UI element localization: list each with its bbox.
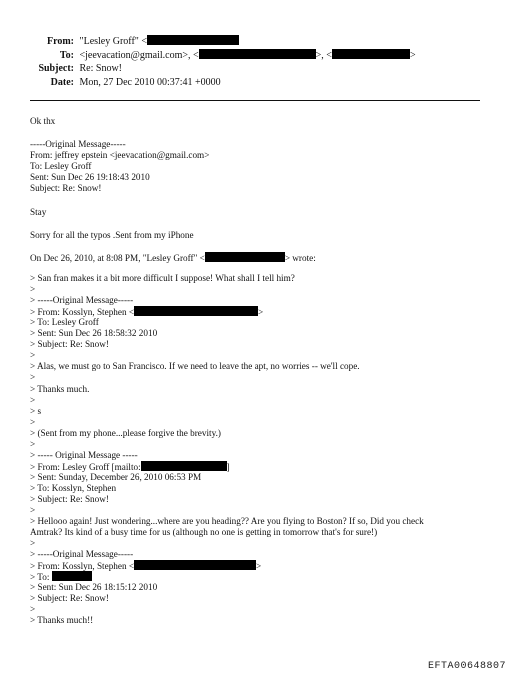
body-line: -----Original Message----- bbox=[30, 139, 126, 149]
body-line: > bbox=[30, 439, 36, 449]
body-line: > bbox=[30, 284, 36, 294]
redaction-box bbox=[134, 306, 258, 316]
body-line: > San fran makes it a bit more difficult I suppose! What shall I tell him? bbox=[30, 273, 295, 283]
document-id: EFTA00648807 bbox=[427, 661, 506, 672]
quoted-from: > From: Lesley Groff [mailto: bbox=[30, 462, 141, 472]
body-line: > ----- Original Message ----- bbox=[30, 450, 138, 460]
body-line: > Sent: Sun Dec 26 18:15:12 2010 bbox=[30, 582, 158, 592]
body-line: > Thanks much!! bbox=[30, 615, 94, 625]
header-to bbox=[30, 49, 416, 62]
body-line: > bbox=[30, 395, 36, 405]
body-line: > bbox=[30, 505, 36, 515]
subject-label: Subject: bbox=[38, 63, 74, 74]
body-line bbox=[30, 252, 316, 264]
body-line: Stay bbox=[30, 207, 47, 217]
body-line: > (Sent from my phone...please forgive the brevity.) bbox=[30, 428, 221, 438]
body-line: > To: Kosslyn, Stephen bbox=[30, 483, 117, 493]
body-line: > s bbox=[30, 406, 42, 416]
to-value-3: > bbox=[409, 50, 416, 61]
body-line: Sent: Sun Dec 26 19:18:43 2010 bbox=[30, 172, 150, 182]
quoted-from: > From: Kosslyn, Stephen < bbox=[30, 561, 135, 571]
body-line: Subject: Re: Snow! bbox=[30, 183, 102, 193]
date-value: Mon, 27 Dec 2010 00:37:41 +0000 bbox=[79, 77, 221, 88]
body-line: > bbox=[30, 604, 36, 614]
from-label: From: bbox=[46, 36, 74, 47]
body-line: > To: Lesley Groff bbox=[30, 317, 99, 327]
body-line: To: Lesley Groff bbox=[30, 161, 92, 171]
body-line: > From: Kosslyn, Stephen < > bbox=[30, 561, 262, 571]
header-date bbox=[30, 76, 221, 89]
body-line: Amtrak? Its kind of a busy time for us (although no one is getting in tomorrow that's for sure!) bbox=[30, 527, 378, 537]
body-line: > From: Lesley Groff [mailto: ] bbox=[30, 462, 230, 472]
body-line: > bbox=[30, 350, 36, 360]
body-line: > Subject: Re: Snow! bbox=[30, 339, 109, 349]
redaction-box bbox=[52, 571, 92, 581]
redaction-box bbox=[205, 252, 285, 262]
date-label: Date: bbox=[50, 77, 74, 88]
body-line: > -----Original Message----- bbox=[30, 295, 134, 305]
to-label: To: bbox=[59, 50, 74, 61]
body-line: > bbox=[30, 417, 36, 427]
body-line: > From: Kosslyn, Stephen < > bbox=[30, 307, 264, 317]
body-line: > Sent: Sun Dec 26 18:58:32 2010 bbox=[30, 328, 158, 338]
body-line: > bbox=[30, 538, 36, 548]
body-line: > Alas, we must go to San Francisco. If we need to leave the apt, no worries -- we'll cope. bbox=[30, 361, 360, 371]
body-line: > bbox=[30, 372, 36, 382]
redaction-box bbox=[147, 35, 239, 45]
redaction-box bbox=[332, 49, 410, 59]
quoted-to: > To: bbox=[30, 572, 50, 582]
quote-intro: On Dec 26, 2010, at 8:08 PM, "Lesley Groff" < bbox=[30, 253, 205, 263]
body-line: Sorry for all the typos .Sent from my iPhone bbox=[30, 230, 194, 240]
body-line: > -----Original Message----- bbox=[30, 549, 134, 559]
body-line: > Subject: Re: Snow! bbox=[30, 494, 109, 504]
quoted-from: > From: Kosslyn, Stephen < bbox=[30, 307, 135, 317]
body-line: Ok thx bbox=[30, 116, 56, 126]
to-value-2: >, < bbox=[315, 50, 332, 61]
to-value-1: <jeevacation@gmail.com>, < bbox=[79, 50, 199, 61]
body-line: > Thanks much. bbox=[30, 384, 90, 394]
body-line: > Hellooo again! Just wondering...where are you heading?? Are you flying to Boston? If so, Did you check bbox=[30, 516, 424, 526]
header-subject bbox=[30, 62, 122, 75]
body-line: > Sent: Sunday, December 26, 2010 06:53 PM bbox=[30, 472, 202, 482]
redaction-box bbox=[199, 49, 316, 59]
body-line: From: jeffrey epstein <jeevacation@gmail.com> bbox=[30, 150, 210, 160]
redaction-box bbox=[141, 461, 227, 471]
quote-intro-end: > wrote: bbox=[284, 253, 316, 263]
body-line: > Subject: Re: Snow! bbox=[30, 593, 109, 603]
header-divider bbox=[30, 100, 480, 101]
header-from bbox=[30, 35, 239, 48]
redaction-box bbox=[134, 560, 256, 570]
from-value: "Lesley Groff" < bbox=[79, 36, 147, 47]
subject-value: Re: Snow! bbox=[79, 63, 122, 74]
